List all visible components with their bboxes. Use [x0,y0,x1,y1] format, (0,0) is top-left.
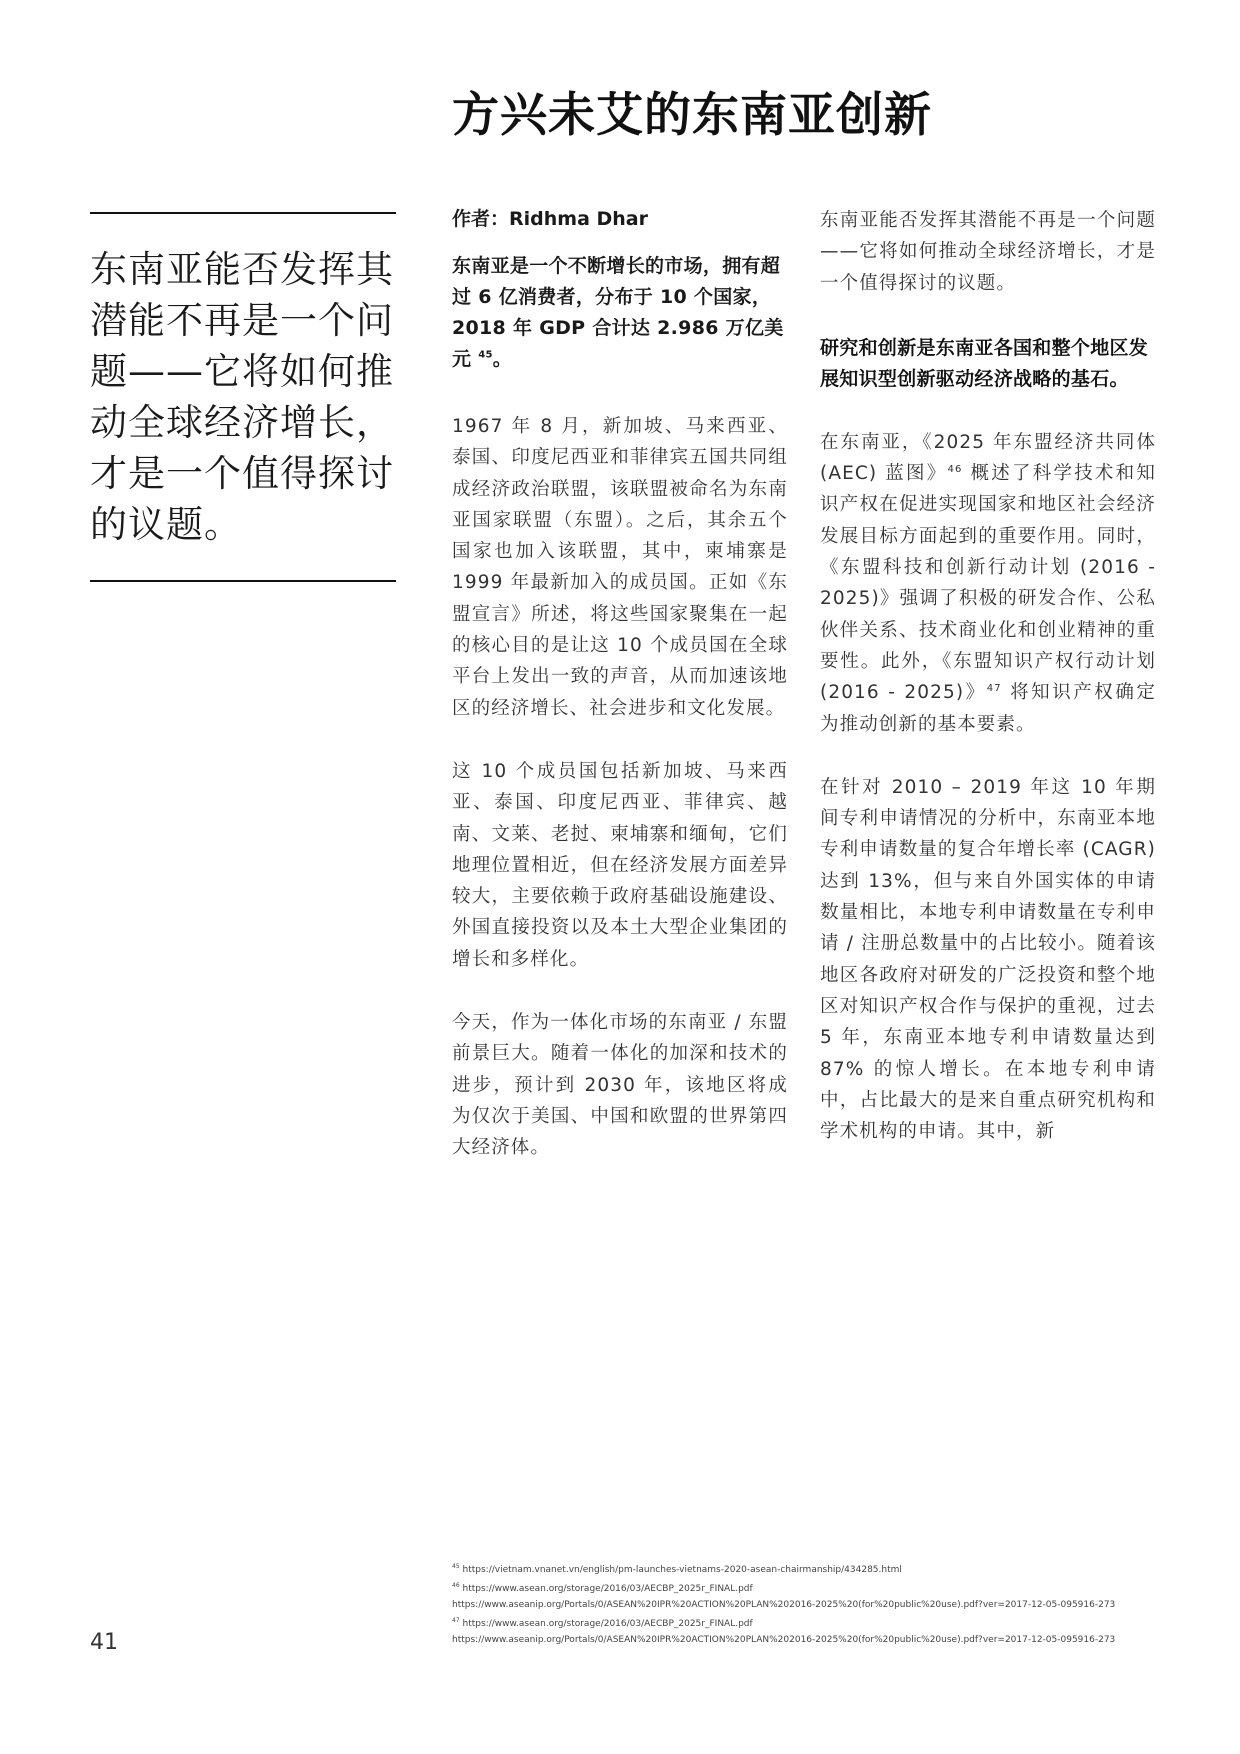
footnote-link[interactable]: https://vietnam.vnanet.vn/english/pm-launches-vietnams-2020-asean-chairmanship/434285.html [462,1565,902,1575]
lead-text: 东南亚是一个不断增长的市场，拥有超过 6 亿消费者，分布于 10 个国家，2018 年 GDP 合计达 2.986 万亿美元 [452,255,784,370]
footnote-ref-45: 45 [478,349,493,361]
footnotes [452,1562,1172,1651]
footnote-link[interactable]: https://www.asean.org/storage/2016/03/AECBP_2025r_FINAL.pdf [462,1619,753,1629]
body-paragraph: 这 10 个成员国包括新加坡、马来西亚、泰国、印度尼西亚、菲律宾、越南、文莱、老挝、柬埔寨和缅甸，它们地理位置相近，但在经济发展方面差异较大，主要依赖于政府基础设施建设、外国直接投资以及本土大型企业集团的增长和多样化。 [452,760,788,970]
footnote-link[interactable]: https://www.aseanip.org/Portals/0/ASEAN%20IPR%20ACTION%20PLAN%202016-2025%20(for%20public%20use).pdf?ver=2017-12-05-095916-273 [452,1635,1116,1645]
page-number: 41 [90,1630,118,1655]
footnote-46: $^{46}$ https://www.asean.org/storage/2016/03/AECBP_2025r_FINAL.pdf https://www.aseanip.org/Portals/0/ASEAN%20IPR%20ACTION%20PLAN%202016-2025%20(for%20public%20use).pdf?ver=2017-12-05-095916-273 [452,1582,1116,1610]
lead-end: 。 [492,348,513,370]
para-text: 在东南亚，《2025 年东盟经济共同体 (AEC) 蓝图》 [820,431,1156,485]
pull-quote-text: 东南亚能否发挥其潜能不再是一个问题——它将如何推动全球经济增长，才是一个值得探讨的议题。 [90,248,394,546]
body-paragraph: 1967 年 8 月，新加坡、马来西亚、泰国、印度尼西亚和菲律宾五国共同组成经济政治联盟，该联盟被命名为东南亚国家联盟（东盟）。之后，其余五个国家也加入该联盟，其中，柬埔寨是 1999 年最新加入的成员国。正如《东盟宣言》所述，将这些国家聚集在一起的核心目的是让这 10 个成员国在全球平台上发出一致的声音，从而加速该地区的经济增长、社会进步和文化发展。 [452,416,788,719]
footnote-ref-46: 46 [947,464,963,476]
body-paragraph: 东南亚能否发挥其潜能不再是一个问题——它将如何推动全球经济增长，才是一个值得探讨的议题。 [820,210,1156,294]
page-title: 方兴未艾的东南亚创新 [452,88,932,143]
footnote-45: $^{45}$ https://vietnam.vnanet.vn/english/pm-launches-vietnams-2020-asean-chairmanship/434285.html [452,1563,902,1575]
body-paragraph [820,427,1156,740]
para-text: 将知识产权确定为推动创新的基本要素。 [820,682,1156,735]
footnote-47: $^{47}$ https://www.asean.org/storage/2016/03/AECBP_2025r_FINAL.pdf https://www.aseanip.org/Portals/0/ASEAN%20IPR%20ACTION%20PLAN%202016-2025%20(for%20public%20use).pdf?ver=2017-12-05-095916-273 [452,1617,1116,1645]
body-paragraph: 今天，作为一体化市场的东南亚 / 东盟前景巨大。随着一体化的加深和技术的进步，预计到 2030 年，该地区将成为仅次于美国、中国和欧盟的世界第四大经济体。 [452,1012,788,1159]
highlight-paragraph: 研究和创新是东南亚各国和整个地区发展知识型创新驱动经济战略的基石。 [820,336,1149,390]
footnote-link[interactable]: https://www.asean.org/storage/2016/03/AECBP_2025r_FINAL.pdf [462,1584,753,1594]
column-right [820,205,1156,1147]
footnote-link[interactable]: https://www.aseanip.org/Portals/0/ASEAN%20IPR%20ACTION%20PLAN%202016-2025%20(for%20public%20use).pdf?ver=2017-12-05-095916-273 [452,1600,1116,1610]
para-text: 概述了科学技术和知识产权在促进实现国家和地区社会经济发展目标方面起到的重要作用。同时，《东盟科技和创新行动计划 (2016 - 2025)》强调了积极的研发合作、公私伙伴关系、技术商业化和创业精神的重要性。此外，《东盟知识产权行动计划 (2016 - 2025)》 [820,463,1156,704]
column-left [452,205,788,1164]
author-line: 作者：Ridhma Dhar [452,208,648,230]
lead-paragraph [452,251,788,375]
body-paragraph: 在针对 2010 – 2019 年这 10 年期间专利申请情况的分析中，东南亚本地专利申请数量的复合年增长率 (CAGR) 达到 13%，但与来自外国实体的申请数量相比，本地专利申请数量在专利申请 / 注册总数量中的占比较小。随着该地区各政府对研发的广泛投资和整个地区对知识产权合作与保护的重视，过去 5 年，东南亚本地专利申请数量达到 87% 的惊人增长。在本地专利申请中，占比最大的是来自重点研究机构和学术机构的申请。其中，新 [820,776,1156,1143]
pull-quote [90,212,396,582]
footnote-ref-47: 47 [986,683,1002,695]
